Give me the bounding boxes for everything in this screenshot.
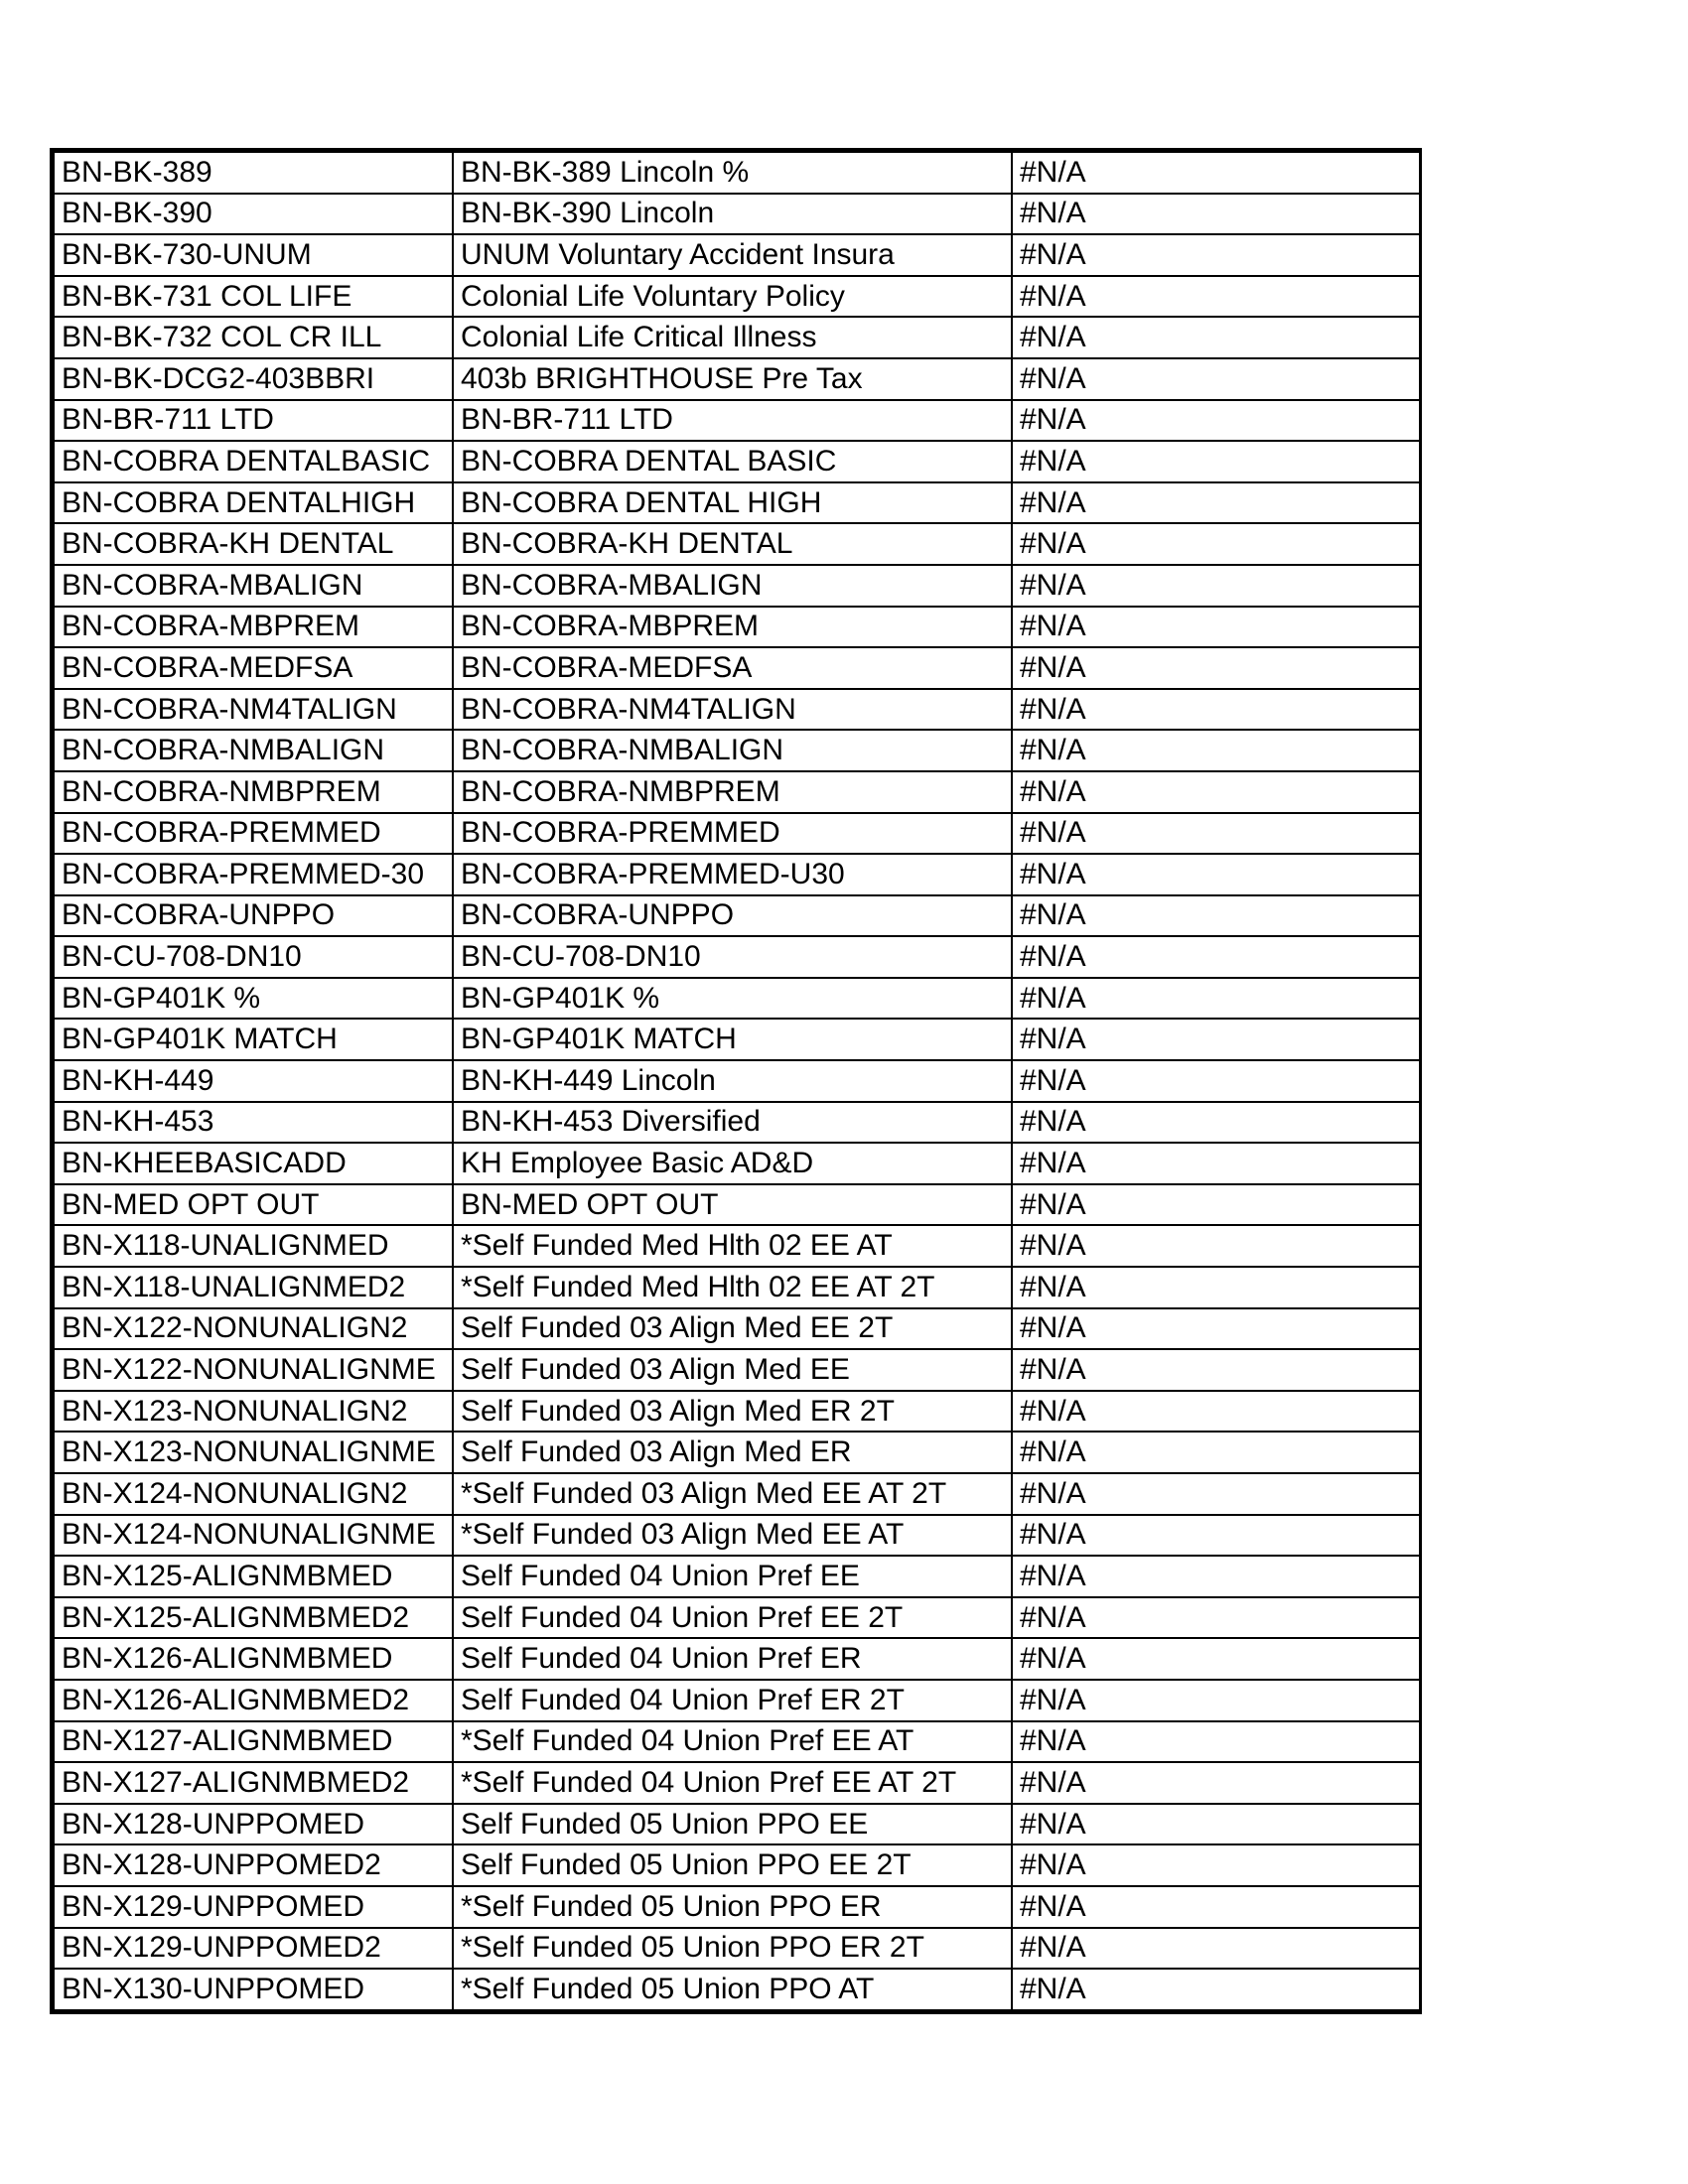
spreadsheet-table-frame xyxy=(50,148,1422,2014)
cell-code[interactable]: BN-COBRA DENTALBASIC xyxy=(54,441,453,482)
cell-code[interactable]: BN-X118-UNALIGNMED xyxy=(54,1225,453,1267)
cell-value[interactable]: #N/A xyxy=(1012,1143,1420,1184)
table-row xyxy=(54,1143,1420,1184)
data-table xyxy=(53,151,1421,2011)
table-row xyxy=(54,1349,1420,1391)
cell-description[interactable]: BN-COBRA-MBALIGN xyxy=(453,565,1012,607)
cell-description[interactable]: Self Funded 04 Union Pref ER 2T xyxy=(453,1680,1012,1721)
cell-description[interactable]: UNUM Voluntary Accident Insura xyxy=(453,234,1012,276)
table-body xyxy=(54,152,1420,2010)
table-row xyxy=(54,441,1420,482)
cell-description[interactable]: KH Employee Basic AD&D xyxy=(453,1143,1012,1184)
cell-code[interactable]: BN-COBRA-MEDFSA xyxy=(54,647,453,689)
cell-description[interactable]: BN-BK-390 Lincoln xyxy=(453,194,1012,235)
cell-code[interactable]: BN-X124-NONUNALIGN2 xyxy=(54,1473,453,1515)
table-row xyxy=(54,1928,1420,1970)
cell-code[interactable]: BN-COBRA-PREMMED-30 xyxy=(54,854,453,895)
cell-description[interactable]: *Self Funded 03 Align Med EE AT 2T xyxy=(453,1473,1012,1515)
cell-value[interactable]: #N/A xyxy=(1012,607,1420,648)
cell-description[interactable]: BN-COBRA-NMBPREM xyxy=(453,771,1012,813)
table-row xyxy=(54,1597,1420,1639)
table-row xyxy=(54,813,1420,855)
cell-code[interactable]: BN-X129-UNPPOMED xyxy=(54,1886,453,1928)
cell-value[interactable]: #N/A xyxy=(1012,1886,1420,1928)
cell-description[interactable]: BN-KH-449 Lincoln xyxy=(453,1060,1012,1102)
cell-value[interactable]: #N/A xyxy=(1012,1473,1420,1515)
cell-value[interactable]: #N/A xyxy=(1012,689,1420,731)
cell-description[interactable]: *Self Funded 04 Union Pref EE AT 2T xyxy=(453,1762,1012,1804)
cell-code[interactable]: BN-COBRA DENTALHIGH xyxy=(54,482,453,524)
cell-description[interactable]: BN-COBRA DENTAL HIGH xyxy=(453,482,1012,524)
cell-description[interactable]: Self Funded 03 Align Med ER xyxy=(453,1432,1012,1473)
table-row xyxy=(54,1432,1420,1473)
table-row xyxy=(54,234,1420,276)
cell-code[interactable]: BN-X124-NONUNALIGNME xyxy=(54,1515,453,1557)
cell-value[interactable]: #N/A xyxy=(1012,317,1420,358)
cell-description[interactable]: *Self Funded 04 Union Pref EE AT xyxy=(453,1721,1012,1763)
cell-description[interactable]: 403b BRIGHTHOUSE Pre Tax xyxy=(453,358,1012,400)
cell-description[interactable]: BN-COBRA-MBPREM xyxy=(453,607,1012,648)
cell-value[interactable]: #N/A xyxy=(1012,1267,1420,1308)
cell-value[interactable]: #N/A xyxy=(1012,1349,1420,1391)
cell-value[interactable]: #N/A xyxy=(1012,152,1420,194)
cell-value[interactable]: #N/A xyxy=(1012,1638,1420,1680)
cell-description[interactable]: Self Funded 04 Union Pref ER xyxy=(453,1638,1012,1680)
cell-code[interactable]: BN-BK-389 xyxy=(54,152,453,194)
cell-description[interactable]: BN-GP401K MATCH xyxy=(453,1019,1012,1060)
table-row xyxy=(54,647,1420,689)
cell-description[interactable]: BN-COBRA-UNPPO xyxy=(453,895,1012,937)
cell-value[interactable]: #N/A xyxy=(1012,1225,1420,1267)
table-row xyxy=(54,523,1420,565)
cell-value[interactable]: #N/A xyxy=(1012,1721,1420,1763)
cell-description[interactable]: Self Funded 05 Union PPO EE 2T xyxy=(453,1844,1012,1886)
cell-description[interactable]: BN-COBRA-PREMMED-U30 xyxy=(453,854,1012,895)
cell-code[interactable]: BN-BK-390 xyxy=(54,194,453,235)
cell-code[interactable]: BN-COBRA-UNPPO xyxy=(54,895,453,937)
table-row xyxy=(54,1515,1420,1557)
table-row xyxy=(54,1680,1420,1721)
cell-value[interactable]: #N/A xyxy=(1012,647,1420,689)
cell-code[interactable]: BN-X127-ALIGNMBMED2 xyxy=(54,1762,453,1804)
cell-value[interactable]: #N/A xyxy=(1012,936,1420,978)
cell-value[interactable]: #N/A xyxy=(1012,194,1420,235)
cell-description[interactable]: BN-GP401K % xyxy=(453,978,1012,1020)
table-row xyxy=(54,1267,1420,1308)
cell-code[interactable]: BN-X126-ALIGNMBMED2 xyxy=(54,1680,453,1721)
table-row xyxy=(54,771,1420,813)
cell-code[interactable]: BN-KH-453 xyxy=(54,1102,453,1144)
table-row xyxy=(54,1556,1420,1597)
cell-description[interactable]: Self Funded 03 Align Med ER 2T xyxy=(453,1391,1012,1433)
cell-description[interactable]: Self Funded 05 Union PPO EE xyxy=(453,1804,1012,1845)
cell-description[interactable]: Colonial Life Critical Illness xyxy=(453,317,1012,358)
cell-code[interactable]: BN-KHEEBASICADD xyxy=(54,1143,453,1184)
cell-value[interactable]: #N/A xyxy=(1012,1308,1420,1350)
cell-description[interactable]: Self Funded 03 Align Med EE 2T xyxy=(453,1308,1012,1350)
table-row xyxy=(54,607,1420,648)
cell-value[interactable]: #N/A xyxy=(1012,1844,1420,1886)
table-row xyxy=(54,482,1420,524)
table-row xyxy=(54,730,1420,771)
cell-code[interactable]: BN-X122-NONUNALIGN2 xyxy=(54,1308,453,1350)
table-row xyxy=(54,1844,1420,1886)
cell-code[interactable]: BN-X123-NONUNALIGN2 xyxy=(54,1391,453,1433)
cell-code[interactable]: BN-X125-ALIGNMBMED2 xyxy=(54,1597,453,1639)
cell-code[interactable]: BN-COBRA-KH DENTAL xyxy=(54,523,453,565)
cell-description[interactable]: BN-MED OPT OUT xyxy=(453,1184,1012,1226)
cell-code[interactable]: BN-KH-449 xyxy=(54,1060,453,1102)
cell-code[interactable]: BN-BK-DCG2-403BBRI xyxy=(54,358,453,400)
cell-value[interactable]: #N/A xyxy=(1012,978,1420,1020)
cell-description[interactable]: BN-BK-389 Lincoln % xyxy=(453,152,1012,194)
cell-code[interactable]: BN-GP401K % xyxy=(54,978,453,1020)
cell-code[interactable]: BN-COBRA-MBPREM xyxy=(54,607,453,648)
cell-code[interactable]: BN-BK-730-UNUM xyxy=(54,234,453,276)
cell-value[interactable]: #N/A xyxy=(1012,1556,1420,1597)
cell-description[interactable]: BN-CU-708-DN10 xyxy=(453,936,1012,978)
table-row xyxy=(54,1019,1420,1060)
table-row xyxy=(54,1391,1420,1433)
cell-value[interactable]: #N/A xyxy=(1012,1597,1420,1639)
cell-description[interactable]: *Self Funded 05 Union PPO ER 2T xyxy=(453,1928,1012,1970)
cell-value[interactable]: #N/A xyxy=(1012,1391,1420,1433)
cell-description[interactable]: BN-COBRA DENTAL BASIC xyxy=(453,441,1012,482)
cell-description[interactable]: BN-COBRA-NM4TALIGN xyxy=(453,689,1012,731)
cell-code[interactable]: BN-X122-NONUNALIGNME xyxy=(54,1349,453,1391)
cell-code[interactable]: BN-COBRA-NMBALIGN xyxy=(54,730,453,771)
cell-value[interactable]: #N/A xyxy=(1012,1680,1420,1721)
cell-value[interactable]: #N/A xyxy=(1012,441,1420,482)
cell-value[interactable]: #N/A xyxy=(1012,771,1420,813)
cell-description[interactable]: BN-BR-711 LTD xyxy=(453,400,1012,442)
cell-value[interactable]: #N/A xyxy=(1012,1969,1420,2010)
table-row xyxy=(54,1969,1420,2010)
cell-code[interactable]: BN-X118-UNALIGNMED2 xyxy=(54,1267,453,1308)
table-row xyxy=(54,152,1420,194)
cell-code[interactable]: BN-X125-ALIGNMBMED xyxy=(54,1556,453,1597)
cell-description[interactable]: BN-KH-453 Diversified xyxy=(453,1102,1012,1144)
table-row xyxy=(54,1102,1420,1144)
table-row xyxy=(54,1638,1420,1680)
cell-value[interactable]: #N/A xyxy=(1012,854,1420,895)
cell-value[interactable]: #N/A xyxy=(1012,1804,1420,1845)
cell-code[interactable]: BN-X129-UNPPOMED2 xyxy=(54,1928,453,1970)
cell-description[interactable]: Self Funded 04 Union Pref EE xyxy=(453,1556,1012,1597)
table-row xyxy=(54,1721,1420,1763)
table-row xyxy=(54,1308,1420,1350)
cell-description[interactable]: BN-COBRA-PREMMED xyxy=(453,813,1012,855)
cell-code[interactable]: BN-GP401K MATCH xyxy=(54,1019,453,1060)
table-row xyxy=(54,978,1420,1020)
cell-value[interactable]: #N/A xyxy=(1012,1019,1420,1060)
cell-code[interactable]: BN-MED OPT OUT xyxy=(54,1184,453,1226)
cell-value[interactable]: #N/A xyxy=(1012,1060,1420,1102)
cell-value[interactable]: #N/A xyxy=(1012,400,1420,442)
cell-code[interactable]: BN-COBRA-PREMMED xyxy=(54,813,453,855)
cell-description[interactable]: Self Funded 04 Union Pref EE 2T xyxy=(453,1597,1012,1639)
table-row xyxy=(54,276,1420,318)
table-row xyxy=(54,1886,1420,1928)
table-row xyxy=(54,895,1420,937)
table-row xyxy=(54,317,1420,358)
cell-value[interactable]: #N/A xyxy=(1012,1184,1420,1226)
table-row xyxy=(54,400,1420,442)
cell-code[interactable]: BN-COBRA-MBALIGN xyxy=(54,565,453,607)
cell-code[interactable]: BN-BK-732 COL CR ILL xyxy=(54,317,453,358)
cell-code[interactable]: BN-CU-708-DN10 xyxy=(54,936,453,978)
table-row xyxy=(54,194,1420,235)
cell-value[interactable]: #N/A xyxy=(1012,565,1420,607)
cell-code[interactable]: BN-BR-711 LTD xyxy=(54,400,453,442)
cell-code[interactable]: BN-X130-UNPPOMED xyxy=(54,1969,453,2010)
cell-value[interactable]: #N/A xyxy=(1012,358,1420,400)
cell-description[interactable]: Colonial Life Voluntary Policy xyxy=(453,276,1012,318)
cell-value[interactable]: #N/A xyxy=(1012,1928,1420,1970)
cell-description[interactable]: *Self Funded Med Hlth 02 EE AT 2T xyxy=(453,1267,1012,1308)
table-row xyxy=(54,689,1420,731)
cell-code[interactable]: BN-X128-UNPPOMED xyxy=(54,1804,453,1845)
cell-code[interactable]: BN-X126-ALIGNMBMED xyxy=(54,1638,453,1680)
table-row xyxy=(54,1184,1420,1226)
table-row xyxy=(54,936,1420,978)
cell-description[interactable]: Self Funded 03 Align Med EE xyxy=(453,1349,1012,1391)
cell-description[interactable]: *Self Funded 05 Union PPO ER xyxy=(453,1886,1012,1928)
cell-value[interactable]: #N/A xyxy=(1012,234,1420,276)
cell-value[interactable]: #N/A xyxy=(1012,1762,1420,1804)
cell-value[interactable]: #N/A xyxy=(1012,895,1420,937)
cell-value[interactable]: #N/A xyxy=(1012,482,1420,524)
cell-value[interactable]: #N/A xyxy=(1012,730,1420,771)
table-row xyxy=(54,565,1420,607)
cell-code[interactable]: BN-COBRA-NMBPREM xyxy=(54,771,453,813)
cell-value[interactable]: #N/A xyxy=(1012,813,1420,855)
cell-value[interactable]: #N/A xyxy=(1012,1432,1420,1473)
table-row xyxy=(54,854,1420,895)
cell-value[interactable]: #N/A xyxy=(1012,523,1420,565)
table-row xyxy=(54,1225,1420,1267)
cell-code[interactable]: BN-X128-UNPPOMED2 xyxy=(54,1844,453,1886)
table-row xyxy=(54,1060,1420,1102)
cell-description[interactable]: *Self Funded Med Hlth 02 EE AT xyxy=(453,1225,1012,1267)
cell-value[interactable]: #N/A xyxy=(1012,1515,1420,1557)
table-row xyxy=(54,1473,1420,1515)
table-row xyxy=(54,1762,1420,1804)
cell-description[interactable]: *Self Funded 03 Align Med EE AT xyxy=(453,1515,1012,1557)
cell-code[interactable]: BN-COBRA-NM4TALIGN xyxy=(54,689,453,731)
cell-value[interactable]: #N/A xyxy=(1012,276,1420,318)
table-row xyxy=(54,1804,1420,1845)
table-row xyxy=(54,358,1420,400)
cell-description[interactable]: *Self Funded 05 Union PPO AT xyxy=(453,1969,1012,2010)
cell-value[interactable]: #N/A xyxy=(1012,1102,1420,1144)
cell-code[interactable]: BN-X127-ALIGNMBMED xyxy=(54,1721,453,1763)
cell-code[interactable]: BN-BK-731 COL LIFE xyxy=(54,276,453,318)
cell-description[interactable]: BN-COBRA-NMBALIGN xyxy=(453,730,1012,771)
cell-description[interactable]: BN-COBRA-MEDFSA xyxy=(453,647,1012,689)
cell-code[interactable]: BN-X123-NONUNALIGNME xyxy=(54,1432,453,1473)
cell-description[interactable]: BN-COBRA-KH DENTAL xyxy=(453,523,1012,565)
